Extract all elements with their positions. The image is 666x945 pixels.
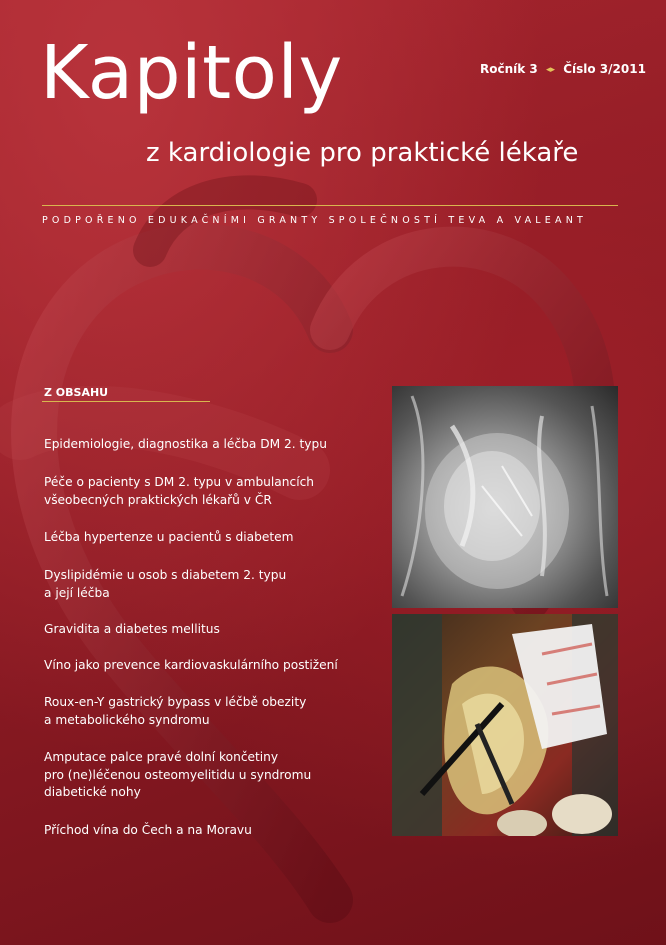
magazine-title: Kapitoly	[40, 30, 343, 116]
contents-item-line: Víno jako prevence kardiovaskulárního postižení	[44, 658, 338, 672]
contents-item	[44, 694, 306, 729]
contents-item-line: pro (ne)léčenou osteomyelitidu u syndromu	[44, 767, 312, 782]
issue-separator-icon: ◂▸	[545, 65, 555, 75]
contents-item-line: diabetické nohy	[44, 785, 141, 799]
contents-item-line: a její léčba	[44, 585, 110, 600]
contents-item	[44, 436, 327, 454]
xray-image	[392, 386, 618, 608]
contents-item-line: Amputace palce pravé dolní končetiny	[44, 750, 279, 764]
contents-item	[44, 474, 314, 509]
contents-item-line: Gravidita a diabetes mellitus	[44, 622, 220, 636]
contents-item-line: a metabolického syndromu	[44, 712, 210, 727]
contents-item-line: Roux-en-Y gastrický bypass v léčbě obezity	[44, 695, 307, 709]
surgery-illustration	[392, 614, 618, 836]
contents-item-line: Dyslipidémie u osob s diabetem 2. typu	[44, 568, 287, 582]
contents-item	[44, 567, 286, 602]
contents-divider	[42, 401, 210, 402]
surgery-image	[392, 614, 618, 836]
issue-info	[480, 62, 646, 76]
contents-item	[44, 822, 252, 840]
top-divider	[42, 205, 618, 206]
contents-item-line: Epidemiologie, diagnostika a léčba DM 2. typu	[44, 437, 327, 451]
contents-item-line: Léčba hypertenze u pacientů s diabetem	[44, 530, 294, 544]
magazine-subtitle: z kardiologie pro praktické lékaře	[146, 138, 579, 168]
contents-item	[44, 529, 294, 547]
volume-label: Ročník 3	[480, 62, 538, 76]
contents-item-line: Příchod vína do Čech a na Moravu	[44, 823, 252, 837]
contents-item-line: Péče o pacienty s DM 2. typu v ambulancích	[44, 475, 314, 489]
issue-number: Číslo 3/2011	[563, 62, 646, 76]
contents-item	[44, 749, 311, 802]
xray-illustration	[392, 386, 618, 608]
contents-item	[44, 657, 338, 675]
contents-item	[44, 621, 220, 639]
contents-item-line: všeobecných praktických lékařů v ČR	[44, 492, 272, 507]
contents-heading: Z OBSAHU	[44, 386, 109, 399]
sponsor-line: PODPOŘENO EDUKAČNÍMI GRANTY SPOLEČNOSTÍ TEVA A VALEANT	[42, 215, 587, 226]
